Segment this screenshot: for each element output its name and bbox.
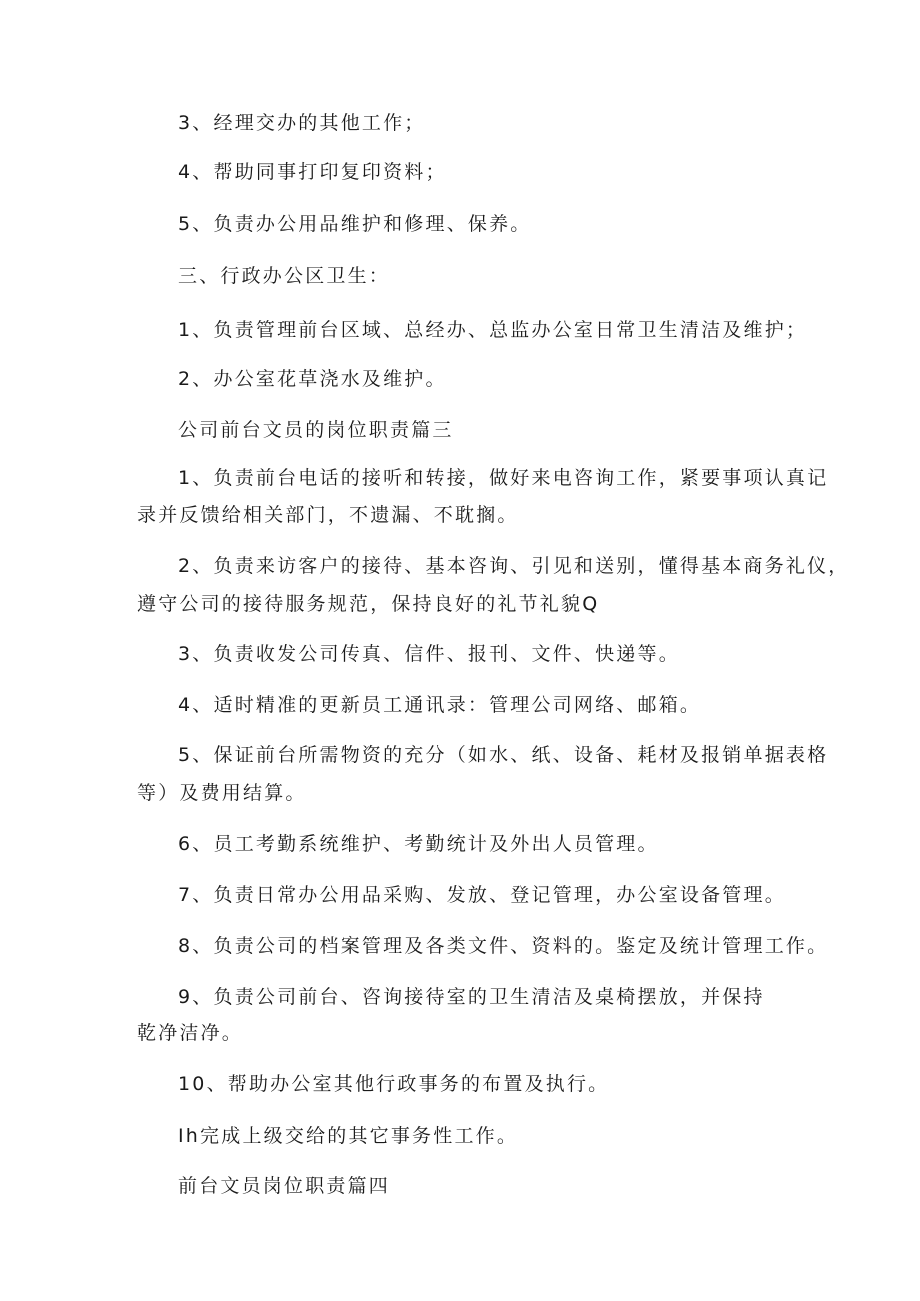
duty-3: 3、负责收发公司传真、信件、报刊、文件、快递等。 [178, 643, 680, 665]
item-5-office-supplies-maintenance: 5、负责办公用品维护和修理、保养。 [178, 213, 532, 235]
duty-9-line-1: 9、负责公司前台、咨询接待室的卫生清洁及桌椅摆放，并保持 [178, 986, 765, 1008]
section-title-part-three: 公司前台文员的岗位职责篇三 [178, 419, 454, 441]
section-heading-office-hygiene: 三、行政办公区卫生： [178, 265, 391, 287]
duty-7: 7、负责日常办公用品采购、发放、登记管理，办公室设备管理。 [178, 884, 786, 906]
duty-9-line-2: 乾净洁净。 [137, 1022, 244, 1044]
hygiene-item-1: 1、负责管理前台区域、总经办、总监办公室日常卫生清洁及维护； [178, 319, 808, 341]
duty-11: Ih完成上级交给的其它事务性工作。 [178, 1125, 519, 1147]
duty-10: 10、帮助办公室其他行政事务的布置及执行。 [178, 1073, 610, 1095]
duty-8: 8、负责公司的档案管理及各类文件、资料的。鉴定及统计管理工作。 [178, 935, 829, 957]
duty-4: 4、适时精准的更新员工通讯录：管理公司网络、邮箱。 [178, 694, 702, 716]
duty-1-line-2: 录并反馈给相关部门，不遗漏、不耽搁。 [137, 504, 519, 526]
duty-2-line-1: 2、负责来访客户的接待、基本咨询、引见和送别，懂得基本商务礼仪， [178, 555, 850, 577]
section-title-part-four: 前台文员岗位职责篇四 [178, 1175, 391, 1197]
duty-2-line-2: 遵守公司的接待服务规范，保持良好的礼节礼貌Q [137, 593, 600, 615]
item-3-other-tasks: 3、经理交办的其他工作； [178, 112, 426, 134]
duty-5-line-2: 等）及费用结算。 [137, 782, 307, 804]
duty-5-line-1: 5、保证前台所需物资的充分（如水、纸、设备、耗材及报销单据表格 [178, 744, 829, 766]
duty-1-line-1: 1、负责前台电话的接听和转接，做好来电咨询工作，紧要事项认真记 [178, 467, 829, 489]
hygiene-item-2: 2、办公室花草浇水及维护。 [178, 368, 447, 390]
item-4-printing: 4、帮助同事打印复印资料； [178, 161, 447, 183]
duty-6: 6、员工考勤系统维护、考勤统计及外出人员管理。 [178, 833, 659, 855]
